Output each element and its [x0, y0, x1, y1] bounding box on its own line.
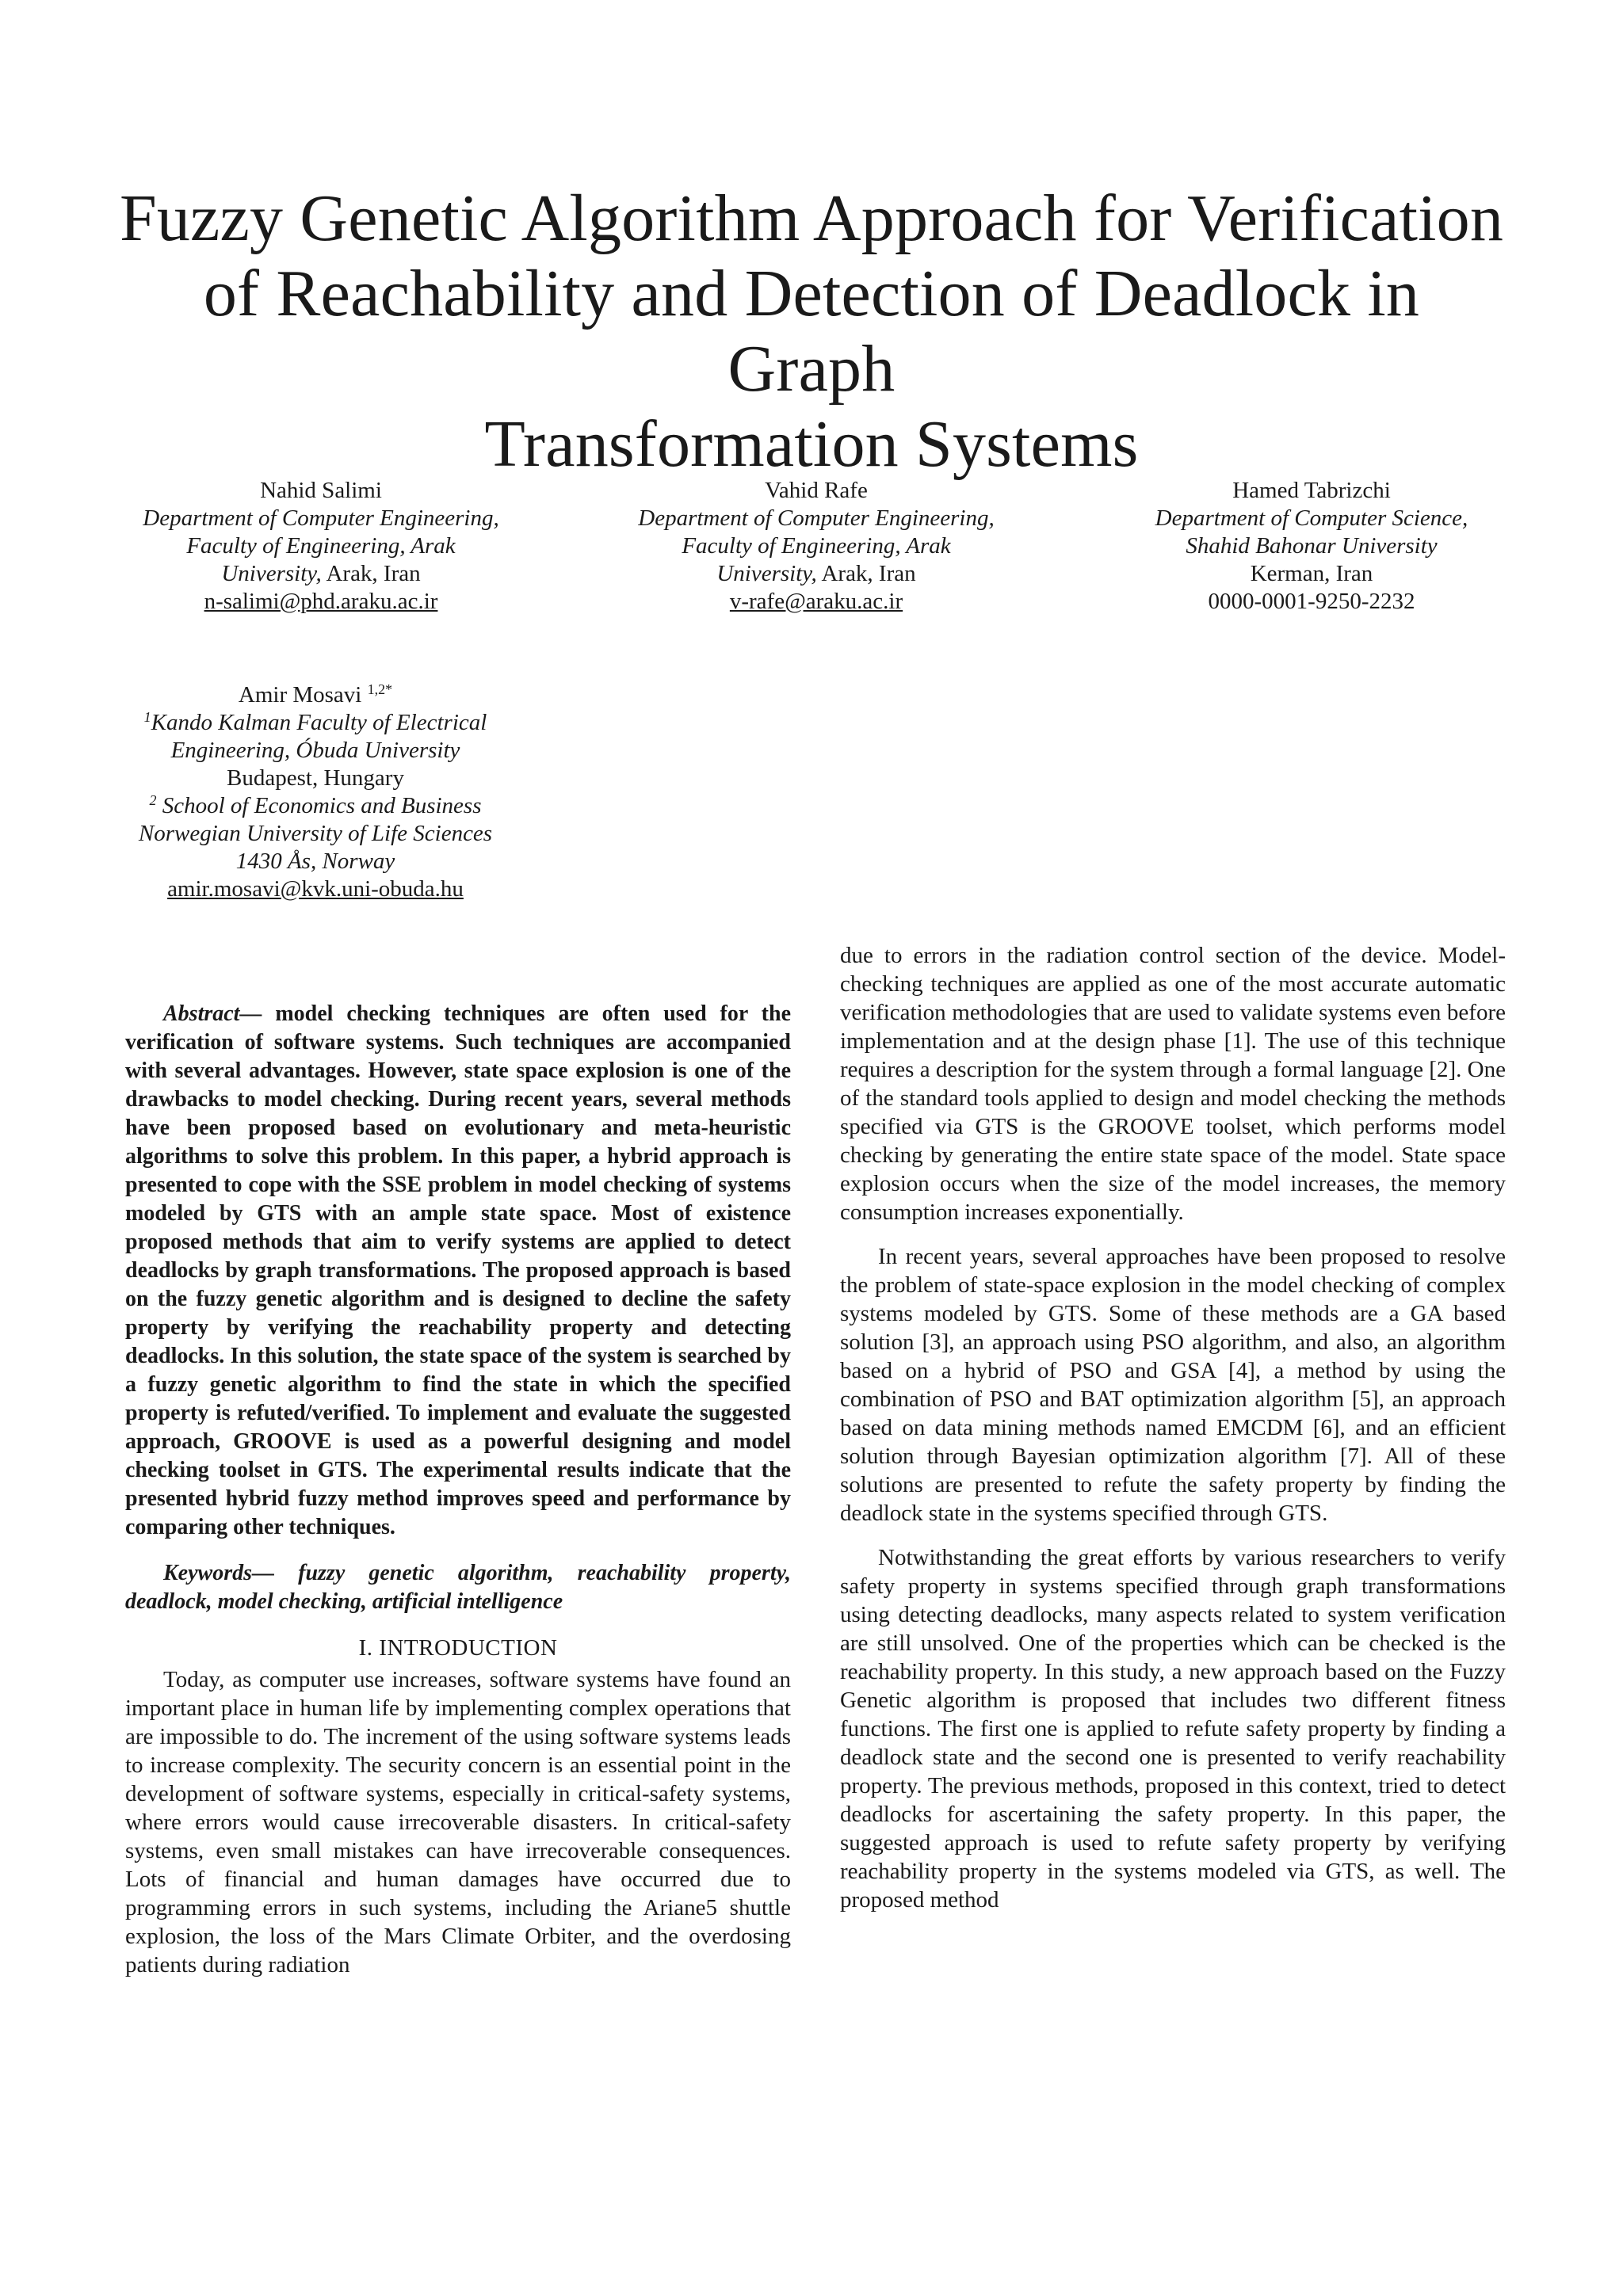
- title-line: of Reachability and Detection of Deadlock in Graph: [203, 257, 1420, 406]
- author-affiliation: $^1$Kando Kalman Faculty of Electrical: [143, 709, 487, 735]
- author-name-superscript: 1,2*: [367, 681, 393, 697]
- keywords: [125, 1559, 791, 1616]
- author-block: [1113, 477, 1510, 616]
- abstract-label: Abstract—: [163, 1001, 262, 1026]
- author-block: [618, 477, 1014, 616]
- keywords-label: Keywords—: [163, 1561, 274, 1585]
- abstract-text: model checking techniques are often used for the verification of software systems. Such techniques are accompanied with several advantages. However, state space explosion is one of the drawbacks to model checking. During recent years, several methods have been proposed based on evolutionary and meta-heuristic algorithms to solve this problem. In this paper, a hybrid approach is presented to cope with the SSE problem in model checking of systems modeled by GTS with an ample state space. Most of existence proposed methods that aim to verify systems are applied to detect deadlocks by graph transformations. The proposed approach is based on the fuzzy genetic algorithm and is designed to decline the safety property by verifying the reachability property and detecting deadlocks. In this solution, the state space of the system is searched by a fuzzy genetic algorithm to find the state in which the specified property is refuted/verified. To implement and evaluate the suggested approach, GROOVE is used as a powerful designing and model checking toolset in GTS. The experimental results indicate that the presented hybrid fuzzy method improves speed and performance by comparing other techniques.: [125, 1001, 791, 1539]
- author-block: [123, 477, 519, 616]
- right-column: [840, 941, 1506, 1914]
- author-location: Kerman, Iran: [1250, 561, 1373, 586]
- paper-title: [119, 181, 1504, 482]
- body-paragraph: Notwithstanding the great efforts by various researchers to verify safety property in systems specified through graph transformations using detecting deadlocks, many aspects related to system verification are still unsolved. One of the properties which can be checked is the reachability property. In this study, a new approach based on the Fuzzy Genetic algorithm is proposed that includes two different fitness functions. The first one is applied to refute safety property by finding a deadlock state and the second one is presented to verify reachability property. The previous methods, proposed in this context, tried to detect deadlocks for ascertaining the safety property. In this paper, the suggested approach is used to refute safety property by verifying reachability property in the systems modeled via GTS, as well. The proposed method: [840, 1545, 1506, 1913]
- author-affiliation-location: University, Arak, Iran: [716, 561, 916, 586]
- author-email-link[interactable]: amir.mosavi@kvk.uni-obuda.hu: [167, 876, 464, 902]
- author-affiliation: Department of Computer Science,: [1155, 505, 1468, 531]
- author-affiliation: Engineering, Óbuda University: [170, 738, 460, 763]
- author-email-link[interactable]: v-rafe@araku.ac.ir: [729, 589, 903, 614]
- title-line: Fuzzy Genetic Algorithm Approach for Verification: [119, 181, 1504, 255]
- author-location: Budapest, Hungary: [227, 765, 404, 791]
- keywords-text: fuzzy genetic algorithm, reachability property, deadlock, model checking, artificial intelligence: [125, 1561, 791, 1614]
- author-orcid: 0000-0001-9250-2232: [1208, 589, 1415, 614]
- body-paragraph: due to errors in the radiation control section of the device. Model-checking techniques are applied as one of the most accurate automatic verification methodologies that are used to validate systems even before implementation and at the design phase [1]. The use of this technique requires a description for the system through a formal language [2]. One of the standard tools applied to design and model checking the methods specified via GTS is the GROOVE toolset, which performs model checking by generating the entire state space of the model. State space explosion occurs when the size of the model increases, the memory consumption increases exponentially.: [840, 943, 1506, 1225]
- left-column: [125, 1000, 791, 1979]
- author-name: Vahid Rafe: [765, 478, 868, 503]
- author-affiliation: Department of Computer Engineering,: [638, 505, 995, 531]
- author-block: [117, 681, 514, 903]
- author-name: Amir Mosavi $^{1,2*}$: [238, 681, 393, 707]
- author-name: Hamed Tabrizchi: [1232, 478, 1391, 503]
- introduction-paragraph: Today, as computer use increases, software systems have found an important place in human life by implementing complex operations that are impossible to do. The increment of the using software systems leads to increase complexity. The security concern is an essential point in the development of software systems, especially in critical-safety systems, where errors would cause irrecoverable disasters. In critical-safety systems, even small mistakes can have irrecoverable consequences. Lots of financial and human damages have occurred due to programming errors in such systems, including the Ariane5 shuttle explosion, the loss of the Mars Climate Orbiter, and the overdosing patients during radiation: [125, 1667, 791, 1978]
- author-affiliation: 1430 Ås, Norway: [235, 849, 395, 874]
- section-heading-introduction: I. INTRODUCTION: [358, 1635, 558, 1661]
- author-name: Nahid Salimi: [260, 478, 382, 503]
- author-affiliation: $^2$ School of Economics and Business: [149, 792, 482, 818]
- author-affiliation: Norwegian University of Life Sciences: [138, 821, 493, 846]
- author-affiliation-location: University, Arak, Iran: [221, 561, 421, 586]
- author-affiliation: Faculty of Engineering, Arak: [682, 533, 951, 559]
- body-paragraph: In recent years, several approaches have been proposed to resolve the problem of state-space explosion in the model checking of complex systems modeled by GTS. Some of these methods are a GA based solution [3], an approach using PSO algorithm, and also, an algorithm based on a hybrid of PSO and GSA [4], a method by using the combination of PSO and BAT optimization algorithm [5], an approach based on data mining methods named EMCDM [6], and an efficient solution through Bayesian optimization algorithm [7]. All of these solutions are presented to refute the safety property by finding the deadlock state in the systems specified through GTS.: [840, 1244, 1506, 1526]
- author-affiliation: Faculty of Engineering, Arak: [186, 533, 456, 559]
- author-affiliation: Department of Computer Engineering,: [143, 505, 499, 531]
- author-email-link[interactable]: n-salimi@phd.araku.ac.ir: [204, 589, 438, 614]
- abstract: [125, 1000, 791, 1542]
- title-line: Transformation Systems: [484, 407, 1139, 481]
- author-affiliation: Shahid Bahonar University: [1186, 533, 1438, 559]
